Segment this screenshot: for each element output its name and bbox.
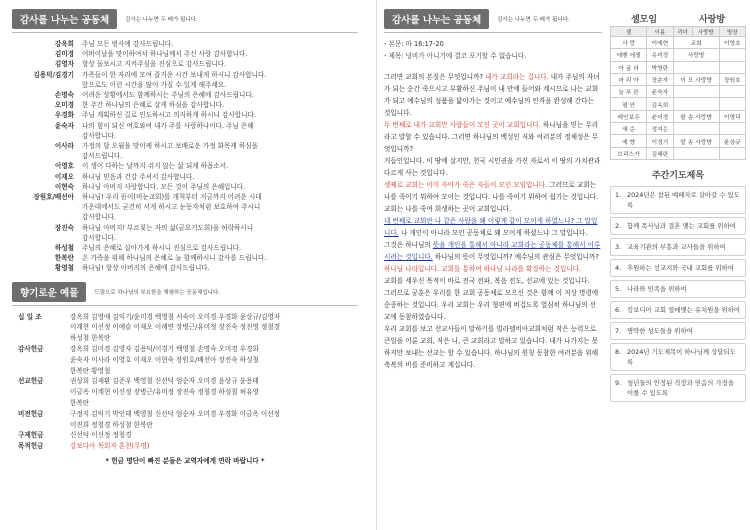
thanks-text: 한 주간 하나님의 은혜로 살게 하심을 감사합니다. bbox=[82, 101, 225, 110]
offering-row bbox=[18, 344, 358, 355]
thanks-title: 감사를 나누는 공동체 bbox=[12, 9, 117, 29]
thanks-text: 가족들이 한 자리에 모여 즐거운 시간 보내게 하시니 감사합니다. bbox=[82, 70, 267, 79]
prayer-number: 4. bbox=[615, 263, 622, 272]
prayer-item bbox=[610, 280, 746, 298]
thanks-name: 황영철 bbox=[54, 264, 74, 273]
sermon-segment: 그것은 하나님의 bbox=[384, 241, 433, 249]
offering-row bbox=[18, 333, 358, 344]
thanks-text: 주님 계획하신 길로 인도하시고 의지하게 하시니 감사합니다. bbox=[82, 111, 256, 120]
sermon-segment: 하나님의 뜻이 무엇입니까? 예수님의 관심은 무엇입니까? bbox=[432, 253, 599, 261]
offering-label bbox=[18, 333, 70, 344]
thanks-name: 윤숙자 bbox=[54, 121, 74, 130]
cell-row bbox=[611, 37, 746, 49]
thanks-row bbox=[26, 253, 358, 263]
thanks-text: 하나님! 항상 아버지의 은혜에 감사드립니다. bbox=[82, 264, 210, 273]
thanks-text: 어버이날을 맞이하여서 하나님께서 주신 사랑 감사합니다. bbox=[82, 50, 248, 59]
prayer-number: 6. bbox=[615, 305, 622, 314]
sermon-segment: 내가 교회라는 겁니다. bbox=[485, 73, 549, 81]
offering-names: 강옥희 김영애 김익기/윤미경 백영철 서숙이 오미경 우경화 윤상규/김영자 bbox=[70, 312, 281, 321]
thanks-row bbox=[26, 263, 358, 273]
cell-title: 셀모임 bbox=[630, 15, 658, 25]
offering-header bbox=[12, 283, 358, 301]
sarangbang-name bbox=[673, 61, 719, 73]
sermon-segment: 그러므로 교회는 나를 죽이기 위하여 모이는 것입니다. 나를 죽이기 위하여 쉽기는 것입니다. 교회는 나를 죽여 희생하는 곳이 교회입니다. bbox=[384, 181, 599, 213]
cell-header: 사랑방 bbox=[692, 27, 719, 37]
left-page bbox=[0, 0, 368, 530]
offering-row bbox=[18, 441, 358, 452]
thanks-row bbox=[26, 182, 358, 192]
prayer-list bbox=[610, 186, 746, 402]
thanks-name: 장원호/배선아 bbox=[33, 193, 74, 202]
sermon-paragraph bbox=[384, 323, 602, 371]
thanks-name: 이현숙 bbox=[54, 182, 74, 191]
cell-row bbox=[611, 135, 746, 147]
sarangbang-name bbox=[673, 147, 719, 159]
cell-name: 마 리 아 bbox=[611, 73, 647, 85]
prayer-text: 나라와 민족을 위하여 bbox=[627, 284, 687, 293]
cell-titles bbox=[610, 12, 746, 26]
sermon-header bbox=[384, 10, 602, 28]
prayer-text: 2024년은 참된 예배자로 살아갈 수 있도록 bbox=[627, 190, 740, 209]
offering-label bbox=[18, 398, 70, 409]
cell-leader: 이경기 bbox=[647, 135, 673, 147]
thanks-row bbox=[26, 192, 358, 202]
divider bbox=[12, 305, 358, 306]
sermon-segment: 두 번째로 내가 교회만 사람들이 모인 곳이 교회입니다. bbox=[384, 121, 541, 129]
thanks-row bbox=[26, 131, 358, 141]
sermon-column bbox=[384, 10, 602, 371]
thanks-row bbox=[26, 110, 358, 120]
thanks-name: 한복란 bbox=[54, 254, 74, 263]
sermon-title: 감사를 나누는 공동체 bbox=[384, 9, 489, 29]
offering-names: 이진희 정철경 하성철 한복란 bbox=[70, 420, 153, 429]
thanks-name: 김용덕/김경기 bbox=[33, 70, 74, 79]
divider bbox=[384, 32, 602, 33]
sarangbang-leader bbox=[719, 61, 745, 73]
cell-leader: 윤숙자 bbox=[647, 86, 673, 98]
sarangbang-name bbox=[673, 98, 719, 110]
thanks-name: 김영자 bbox=[54, 60, 74, 69]
cell-name: 레인보우 bbox=[611, 110, 647, 122]
prayer-item bbox=[610, 322, 746, 340]
cell-header: 셀 bbox=[611, 27, 647, 37]
sermon-segment: 나 개인이 아니라 모인 공동체로 왜 모이게 하셨느냐 그 말입니다. bbox=[398, 229, 588, 237]
offering-names: 강옥희 김미경 김영자 김용덕/이경기 백영철 손명숙 오미경 우경화 bbox=[70, 345, 259, 354]
cell-row bbox=[611, 110, 746, 122]
prayer-item bbox=[610, 343, 746, 371]
offering-label bbox=[18, 322, 70, 333]
thanks-header bbox=[12, 10, 358, 28]
cell-name: 사 랑 bbox=[611, 37, 647, 49]
thanks-row bbox=[26, 59, 358, 69]
prayer-number: 7. bbox=[615, 326, 622, 335]
sermon-segment: 그러면 교회의 본질은 무엇입니까? bbox=[384, 73, 486, 81]
sarangbang-name: 팔 송 사랑방 bbox=[673, 110, 719, 122]
sermon-paragraph bbox=[384, 275, 602, 287]
sarangbang-name bbox=[673, 123, 719, 135]
thanks-row bbox=[26, 90, 358, 100]
offering-row bbox=[18, 376, 358, 387]
thanks-text: 가정의 달 오월을 맞이케 하시고 보배로운 가정 화목케 하심을 bbox=[82, 142, 259, 151]
prayer-item bbox=[610, 238, 746, 256]
offering-note: 드림으로 하나님의 부요함을 체험하는 공동체입니다. bbox=[94, 289, 221, 296]
prayer-number: 5. bbox=[615, 284, 622, 293]
cell-name: 늘 푸 른 bbox=[611, 86, 647, 98]
cell-leader: 김옥희 bbox=[647, 98, 673, 110]
offering-list bbox=[18, 312, 358, 452]
prayer-item bbox=[610, 217, 746, 235]
offering-title: 향기로운 예물 bbox=[12, 282, 86, 302]
thanks-row bbox=[26, 233, 358, 243]
thanks-name: 손명숙 bbox=[54, 91, 74, 100]
offering-label: 비전헌금 bbox=[18, 409, 44, 418]
offering-names: 신선덕 이선정 정철경 bbox=[70, 431, 132, 440]
thanks-text: 주님의 은혜로 살아가게 하시니 진심으로 감사드립니다. bbox=[82, 244, 242, 253]
cell-leader: 윤미경 bbox=[647, 110, 673, 122]
offering-row bbox=[18, 322, 358, 333]
sermon-segment: 셋째로 교회는 이미 자아가 죽은 자들이 모인 모임입니다. bbox=[384, 181, 548, 189]
thanks-row bbox=[26, 212, 358, 222]
offering-label bbox=[18, 420, 70, 431]
offering-row bbox=[18, 355, 358, 366]
sermon-body bbox=[384, 71, 602, 371]
offering-label bbox=[18, 355, 70, 366]
sarangbang-leader bbox=[719, 86, 745, 98]
cell-leader: 장춘자 bbox=[647, 73, 673, 85]
sermon-subject: - 제목: 넝비가 아니기에 결코 포기할 수 없습니다. bbox=[384, 52, 527, 60]
cell-header: 이름 bbox=[647, 27, 673, 37]
cell-name: 예 향 bbox=[611, 135, 647, 147]
thanks-name: 장진숙 bbox=[54, 223, 74, 232]
offering-label: 십 일 조 bbox=[18, 312, 42, 321]
offering-row bbox=[18, 387, 358, 398]
thanks-name: 이사라 bbox=[54, 142, 74, 151]
cell-row bbox=[611, 86, 746, 98]
offering-names: 한복란 황영철 bbox=[70, 366, 111, 375]
prayer-item bbox=[610, 374, 746, 402]
thanks-text: 감사드립니다. bbox=[82, 152, 123, 161]
cell-name: 새 순 bbox=[611, 123, 647, 135]
sarangbang-leader: 장원호 bbox=[719, 73, 745, 85]
prayer-number: 3. bbox=[615, 242, 622, 251]
thanks-text: 감사합니다. bbox=[82, 213, 116, 222]
thanks-list bbox=[26, 39, 358, 274]
thanks-name bbox=[26, 212, 82, 222]
sarangbang-leader: 이영호 bbox=[719, 37, 745, 49]
thanks-row bbox=[26, 141, 358, 151]
prayer-number: 8. bbox=[615, 347, 622, 356]
prayer-text: 함께 목사님과 결혼 맺는 교회를 위하여 bbox=[627, 221, 736, 230]
thanks-row bbox=[26, 121, 358, 131]
prayer-number: 9. bbox=[615, 378, 622, 387]
thanks-text: 하나님 믿음과 건강 주셔서 감사합니다. bbox=[82, 172, 195, 181]
prayer-title: 주간기도제목 bbox=[651, 170, 705, 181]
offering-names: 이금옥 이계현 이선정 장병근/유미정 장진숙 정철경 하성철 허유영 bbox=[70, 388, 259, 397]
sarangbang-leader bbox=[719, 123, 745, 135]
offering-row bbox=[18, 312, 358, 323]
prayer-text: 교육기관의 부흥과 교사들을 위하여 bbox=[627, 242, 726, 251]
thanks-text: 주님 모든 범사에 감사드립니다. bbox=[82, 40, 174, 48]
offering-row bbox=[18, 420, 358, 431]
thanks-text: 감사합니다. bbox=[82, 131, 116, 140]
sarangbang-name: 이 모 사랑방 bbox=[673, 73, 719, 85]
offering-names: 한복란 bbox=[70, 399, 90, 408]
thanks-name bbox=[26, 202, 82, 212]
sarangbang-leader bbox=[719, 49, 745, 61]
cell-row bbox=[611, 61, 746, 73]
thanks-text: 나의 힘이 되신 여호와여 내가 주를 사랑하나이다. 주님 은혜 bbox=[82, 121, 254, 130]
offering-label: 목적헌금 bbox=[18, 442, 44, 451]
sermon-passage: - 본문: 마 16:17-20 bbox=[384, 40, 444, 48]
cell-name: 에벤 에셀 bbox=[611, 49, 647, 61]
thanks-text: 어려운 상황에서도 함께하시는 주님의 은혜에 감사드립니다. bbox=[82, 91, 254, 100]
offering-label: 감사헌금 bbox=[18, 345, 44, 354]
offering-label bbox=[18, 387, 70, 398]
sermon-segment: 거듭인입니다. 이 땅에 살지만, 천국 시민권을 가진 자로서 이 땅의 가치관과 다르게 사는 것입니다. bbox=[384, 157, 601, 177]
sermon-paragraph bbox=[384, 215, 602, 239]
sermon-segment: 그러므로 궁훈은 우리를 한 교회 공동체로 모으신 것은 함께 이 지상 명령에 순종하는 것입니다. 우리 교회는 우리 형편에 버겁도록 열심히 하나님의 선교에 동참하였습니다. bbox=[384, 289, 599, 321]
offering-row bbox=[18, 409, 358, 420]
prayer-item bbox=[610, 301, 746, 319]
cell-header: 방장 bbox=[719, 27, 745, 37]
thanks-name bbox=[26, 80, 82, 90]
thanks-text: 이 생이 다하는 날까지 쉬지 않는 삶 되게 하옵소서. bbox=[82, 162, 229, 171]
thanks-name: 강옥희 bbox=[54, 40, 74, 48]
offering-label bbox=[18, 366, 70, 377]
sermon-segment: 하나님 나라입니다. 교회를 통하여 하나님 나라를 확장하는 것입니다. bbox=[384, 265, 582, 273]
thanks-name: 김미경 bbox=[54, 50, 74, 59]
sarangbang-leader: 윤상규 bbox=[719, 135, 745, 147]
sermon-segment: 우리 교회를 보고 선교사들이 말하기를 빌라델비아교회처럼 작은 능력으로 큰일을 이룬 교회, 작은 나, 큰 교회라고 말하고 있습니다. 내가 나가지는 못하지만 보내는 선교는 할 수 있습니다. 하나님의 원칭 동참한 여러분을 위해 축복의 비를 준비하고 계십니다. bbox=[384, 325, 599, 369]
cell-row bbox=[611, 123, 746, 135]
sermon-paragraph bbox=[384, 263, 602, 275]
thanks-name bbox=[26, 233, 82, 243]
thanks-text: 항상 돌보시고 지켜주심을 진심으로 감사드립니다. bbox=[82, 60, 227, 69]
sermon-paragraph bbox=[384, 287, 602, 323]
prayer-number: 1. bbox=[615, 190, 622, 199]
cell-row bbox=[611, 98, 746, 110]
sarangbang-name: 사랑방 bbox=[673, 49, 719, 61]
cell-leader: 김혜란 bbox=[647, 147, 673, 159]
offering-names: 윤숙자 이사라 이영호 이재오 이현숙 장원호/배선아 장진숙 하성철 bbox=[70, 355, 259, 364]
prayer-number: 2. bbox=[615, 221, 622, 230]
right-page bbox=[384, 0, 750, 530]
offering-names: 구정지 김익기 박인태 백영철 신선덕 엄순자 오미경 우경화 이금옥 이선정 bbox=[70, 409, 280, 418]
cell-row bbox=[611, 49, 746, 61]
thanks-row bbox=[26, 49, 358, 59]
cell-name: 아 굴 라 bbox=[611, 61, 647, 73]
thanks-row bbox=[26, 243, 358, 253]
cell-leader: 유미정 bbox=[647, 49, 673, 61]
prayer-text: 킹보디아 교회 열매맺는 유치원을 위하여 bbox=[627, 305, 741, 314]
thanks-text: 온 가족을 위해 하나님의 은혜로 늘 함께하시니 감사를 드립니다. bbox=[82, 254, 267, 263]
thanks-name bbox=[26, 151, 82, 161]
thanks-row bbox=[26, 172, 358, 182]
sarangbang-leader: 이영덕 bbox=[719, 110, 745, 122]
sarangbang-leader bbox=[719, 98, 745, 110]
thanks-text: 앞으로도 이런 시간을 많이 가질 수 있게 해주세요. bbox=[82, 80, 227, 89]
sarangbang-name: 말 송 사랑방 bbox=[673, 135, 719, 147]
thanks-text: 가운데에서도 굳건히 서게 하시고 눈동자처럼 보호하여 주시니 bbox=[82, 203, 261, 212]
cell-leader: 이예현 bbox=[647, 37, 673, 49]
thanks-text: 감사합니다. bbox=[82, 233, 116, 242]
cell-leader: 정지은 bbox=[647, 123, 673, 135]
offering-footnote: * 헌금 명단이 빠진 분들은 교역자에게 연락 바랍니다 * bbox=[105, 457, 265, 466]
cell-header-row bbox=[611, 27, 746, 37]
sermon-segment: 하나님을 믿는 무리라고 말할 수 있습니다. 그러면 하나님의 백성인 저와 여러분의 정체성은 무엇입니까? bbox=[384, 121, 599, 153]
thanks-row bbox=[26, 39, 358, 49]
sermon-segment: 내가 주님의 자녀가 되는 순간 죽으시고 부활하신 주님이 내 안에 들어와 계시므로 나는 교회가 되고 예수님의 성품을 닮아가는 것이고 예수님의 인격을 완성해 간다는 것입니다. bbox=[384, 73, 600, 117]
thanks-name: 우경화 bbox=[54, 111, 74, 120]
prayer-text: 후원하는 선교지와 국내 교회를 위하여 bbox=[627, 263, 734, 272]
prayer-item bbox=[610, 259, 746, 277]
thanks-name: 이영호 bbox=[54, 162, 74, 171]
sermon-segment: 네 번째로 교회란 나 같은 사람을 왜 이렇게 같이 모이게 하였느냐? 그 말입니다. bbox=[384, 217, 598, 237]
sarangbang-title: 사랑방 bbox=[698, 15, 726, 25]
offering-names: 이계현 이선정 이예슬 이재오 이해연 장병근/유미정 장진숙 정진영 정철경 bbox=[70, 323, 281, 332]
offering-row bbox=[18, 398, 358, 409]
thanks-text: 하나님 아버지 사랑합니다. 모든 것이 주님의 은혜입니다. bbox=[82, 182, 246, 191]
offering-label: 선교헌금 bbox=[18, 377, 44, 386]
cell-table bbox=[610, 26, 746, 160]
sarangbang-name: 교회 bbox=[673, 37, 719, 49]
prayer-text: 2024년 기도제목이 하나님께 상달되도록 bbox=[627, 347, 736, 366]
cell-name: 평 안 bbox=[611, 98, 647, 110]
cell-leader: 박영란 bbox=[647, 61, 673, 73]
thanks-row bbox=[26, 151, 358, 161]
sermon-segment: 교회를 세우신 목적이 바로 전국 전파, 복음 전도, 선교에 있는 것입니다. bbox=[384, 277, 590, 285]
offering-names: 하성철 한복란 bbox=[70, 334, 111, 343]
prayer-text: 청년들의 안정된 직장과 믿음의 가정을 이룰 수 있도록 bbox=[627, 378, 734, 397]
sermon-segment: 뜻을 개인을 통해서 아니라 교회라는 공동체를 통해서 이루시려는 것입니다. bbox=[384, 241, 601, 261]
sermon-paragraph bbox=[384, 155, 602, 179]
thanks-name bbox=[26, 131, 82, 141]
thanks-name: 오미경 bbox=[54, 101, 74, 110]
thanks-row bbox=[26, 80, 358, 90]
sermon-paragraph bbox=[384, 71, 602, 119]
thanks-text: 하나님 아버지! 부르짖는 자의 삶(금요기도회)을 허락하시니 bbox=[82, 223, 254, 232]
thanks-row bbox=[26, 223, 358, 233]
sarangbang-name bbox=[673, 86, 719, 98]
cell-row bbox=[611, 73, 746, 85]
thanks-name: 하성철 bbox=[54, 244, 74, 253]
sermon-note: 감사는 나누면 두 배가 됩니다. bbox=[497, 17, 570, 23]
page-fold bbox=[376, 0, 377, 530]
cell-name: 브리스가 bbox=[611, 147, 647, 159]
thanks-row bbox=[26, 100, 358, 110]
cell-row bbox=[611, 147, 746, 159]
offering-names: 강보다아 목회자 혼천(무명) bbox=[70, 442, 150, 451]
sermon-paragraph bbox=[384, 239, 602, 263]
thanks-row bbox=[26, 161, 358, 171]
divider bbox=[12, 32, 358, 33]
side-column bbox=[610, 12, 746, 405]
offering-row bbox=[18, 366, 358, 377]
thanks-text: 하나님! 우리 꼼이(비눈교회)를 개척부터 지금까지 어려운 시대 bbox=[82, 193, 262, 202]
thanks-row bbox=[26, 70, 358, 80]
thanks-row bbox=[26, 202, 358, 212]
sermon-paragraph bbox=[384, 179, 602, 215]
sarangbang-leader bbox=[719, 147, 745, 159]
offering-row bbox=[18, 430, 358, 441]
sermon-paragraph bbox=[384, 119, 602, 155]
thanks-name: 이재오 bbox=[54, 172, 74, 181]
cell-header: 리더 bbox=[673, 27, 692, 37]
prayer-item bbox=[610, 186, 746, 214]
offering-names: 권상희 김재환 김준우 백영철 신선덕 엄순자 오미경 윤상규 윤용태 bbox=[70, 377, 259, 386]
prayer-text: 병약한 성도들을 위하여 bbox=[627, 326, 693, 335]
thanks-note: 감사는 나누면 두 배가 됩니다. bbox=[125, 17, 198, 23]
offering-label: 구제헌금 bbox=[18, 431, 44, 440]
